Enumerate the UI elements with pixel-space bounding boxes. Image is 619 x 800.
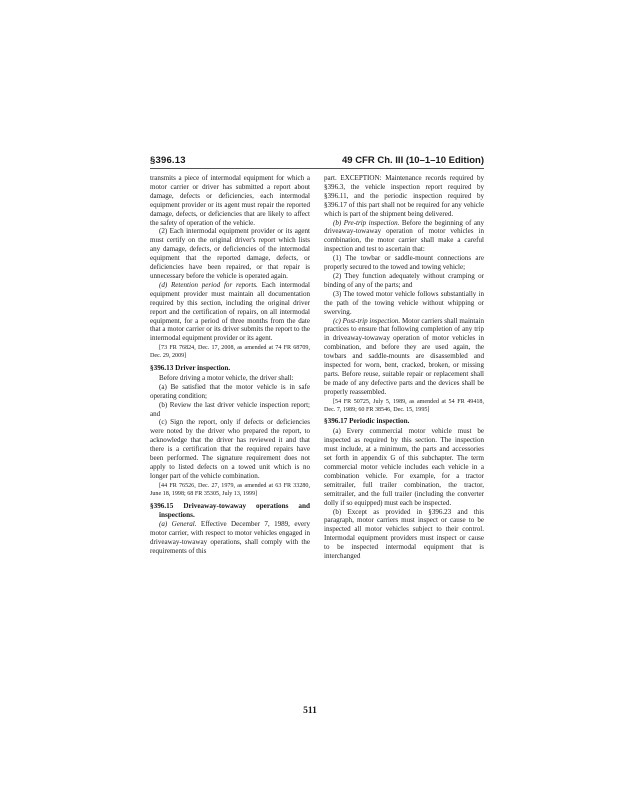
cfr-title: 49 CFR Ch. III (10–1–10 Edition) [341,155,484,166]
paragraph-heading: (a) General. [159,520,197,529]
paragraph-body: Each intermodal equipment provider must maintain all documentation required by this section, including the original driver report and the certification of repairs, on all intermodal equipment, for a period of three months from the date that a motor carrier or its driver submits the report to the intermodal equipment provider or its agent. [150,280,310,343]
left-paragraph: Before driving a motor vehicle, the driver shall: [159,373,294,382]
section-label: §396.13 [150,155,186,166]
right-paragraph: (2) They function adequately without cramping or binding of any of the parts; and [324,271,484,289]
paragraph-body: Before the beginning of any driveaway-towaway operation of motor vehicles in combination, the motor carrier shall make a careful inspection and test to ascertain that: [324,218,484,254]
paragraph-heading: (d) Retention period for reports. [159,280,258,289]
section-heading: §396.13 Driver inspection. [150,364,231,373]
section-heading: §396.17 Periodic inspection. [324,417,410,426]
right-paragraph: (b) Except as provided in §396.23 and this paragraph, motor carriers must inspect or cause to be inspected all motor vehicles subject to their control. Intermodal equipment providers must inspect or cause to be inspected intermodal equipment that is interchanged [324,507,484,561]
right-paragraph: (a) Every commercial motor vehicle must be inspected as required by this section. The inspection must include, at a minimum, the parts and accessories set forth in appendix G of this subchapter. The term commercial motor vehicle includes each vehicle in a combination vehicle. For example, for a tractor semitrailer, full trailer combination, the tractor, semitrailer, and the full trailer (including the converter dolly if so equipped) must each be inspected. [324,427,484,507]
page-number: 511 [303,706,317,716]
citation: [44 FR 76526, Dec. 27, 1979, as amended at 63 FR 33280, June 18, 1998; 68 FR 35305, July 13, 1999] [150,482,310,497]
right-paragraph [324,317,484,397]
paragraph-heading: (c) Post-trip inspection. [333,316,401,325]
left-paragraph [150,281,310,343]
left-paragraph: (2) Each intermodal equipment provider or its agent must certify on the original driver's report which lists any damage, defects, or deficiencies of the intermodal equipment that the reported damage, defects, or deficiencies have been repaired, or that repair is unnecessary before the vehicle is operated again. [150,227,310,280]
right-paragraph: (3) The towed motor vehicle follows substantially in the path of the towing vehicle without whipping or swerving. [324,289,484,316]
citation: [73 FR 76824, Dec. 17, 2008, as amended at 74 FR 68709, Dec. 29, 2009] [150,345,310,360]
paragraph-body: Motor carriers shall maintain practices to ensure that following completion of any trip in driveaway-towaway operation of motor vehicles in combination, and before they are used again, the towbars and saddle-mounts are disassembled and inspected for worn, bent, cracked, broken, or missing parts. Before reuse, suitable repair or replacement shall be made of any defective parts and the devices shall be properly reassembled. [324,316,484,396]
left-paragraph: (b) Review the last driver vehicle inspection report; and [150,400,310,418]
right-paragraph: part. EXCEPTION: Maintenance records required by §396.3, the vehicle inspection report required by §396.11, and the periodic inspection required by §396.17 of this part shall not be required for any vehicle which is part of the shipment being delivered. [324,174,484,218]
left-paragraph: (a) Be satisfied that the motor vehicle is in safe operating condition; [150,382,310,400]
left-paragraph: (c) Sign the report, only if defects or deficiencies were noted by the driver who prepared the report, to acknowledge that the driver has reviewed it and that there is a certification that the required repairs have been performed. The signature requirement does not apply to listed defects on a towed unit which is no longer part of the vehicle combination. [150,418,310,480]
left-column [150,174,310,556]
paragraph-body: Effective December 7, 1989, every motor carrier, with respect to motor vehicles engaged in driveaway-towaway operations, shall comply with the requirements of this [150,520,310,556]
right-column [324,174,484,561]
left-paragraph [150,520,310,556]
left-paragraph: transmits a piece of intermodal equipment for which a motor carrier or driver has submitted a report about damage, defects or deficiencies, each intermodal equipment provider or its agent must repair the reported damage, defects, or deficiencies that are likely to affect the safety of operation of the vehicle. [150,174,310,227]
paragraph-heading: (b) Pre-trip inspection. [333,218,400,227]
right-paragraph: (1) The towbar or saddle-mount connections are properly secured to the towed and towing vehicle; [324,254,484,272]
section-heading: §396.15 Driveaway-towaway operations and inspections. [150,501,310,519]
citation: [54 FR 50725, July 5, 1989, as amended at 54 FR 49418, Dec. 7, 1989; 60 FR 38546, Dec. 15, 1995] [324,398,484,413]
header-rule [150,168,484,169]
right-paragraph [324,219,484,255]
